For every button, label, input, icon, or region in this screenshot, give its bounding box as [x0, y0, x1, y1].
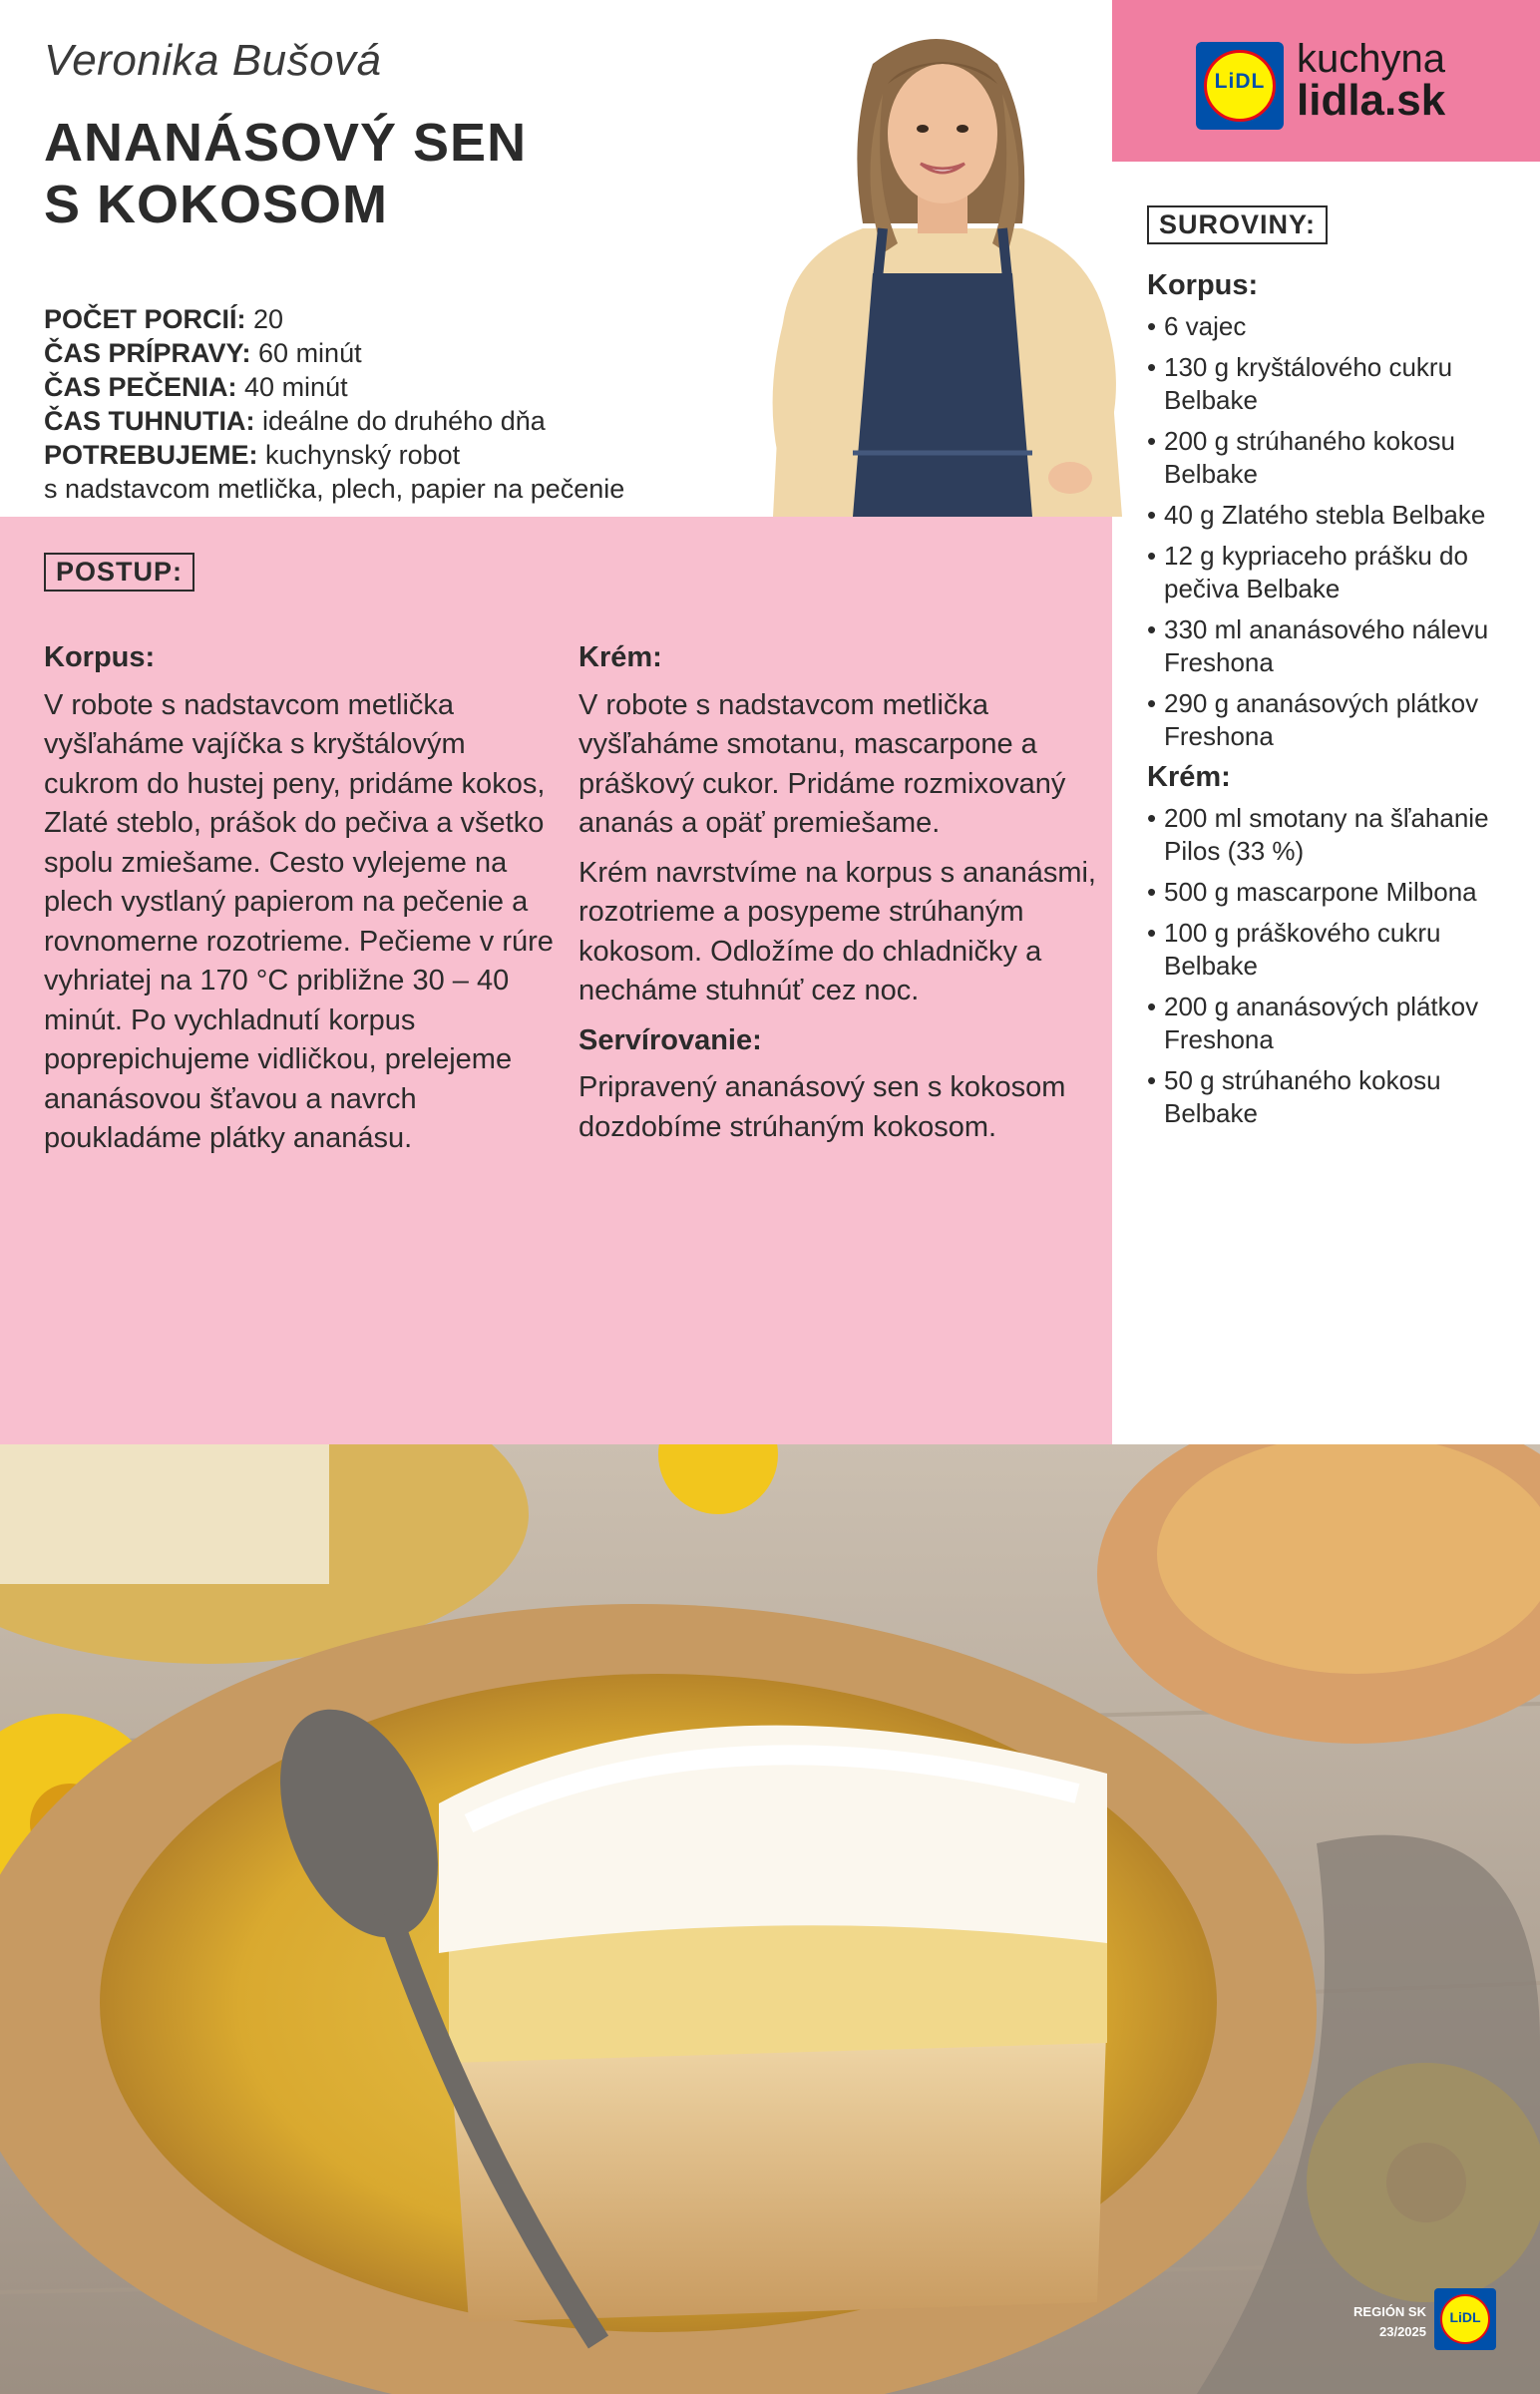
meta-equipment: [44, 438, 624, 506]
meta-value: 60 minút: [250, 338, 362, 368]
ingredients-korpus-heading: Korpus:: [1147, 269, 1259, 301]
recipe-title-line-1: ANANÁSOVÝ SEN: [44, 113, 528, 173]
lidl-footer-logo-icon: [1434, 2288, 1496, 2350]
meta-label: POTREBUJEME:: [44, 440, 258, 470]
ingredient-item: • 500 g mascarpone Milbona: [1147, 876, 1526, 909]
ingredient-item: • 12 g kypriaceho prášku do pečiva Belbake: [1147, 540, 1526, 605]
issue-text: 23/2025: [1379, 2324, 1426, 2339]
procedure-tag: POSTUP:: [44, 553, 194, 592]
author-name: Veronika Bušová: [44, 36, 382, 85]
logo-wordmark: [1297, 37, 1446, 125]
recipe-title-line-2: S KOKOSOM: [44, 175, 389, 234]
meta-value: 40 minút: [236, 372, 348, 402]
region-text: REGIÓN SK: [1353, 2304, 1426, 2319]
meta-portions: [44, 302, 624, 336]
logo-line-2: lidla.sk: [1297, 76, 1446, 125]
lidl-logo-icon: [1196, 42, 1284, 130]
meta-label: ČAS TUHNUTIA:: [44, 406, 255, 436]
ingredient-item: • 200 g ananásových plátkov Freshona: [1147, 991, 1526, 1056]
ingredient-item: • 100 g práškového cukru Belbake: [1147, 917, 1526, 983]
dessert-photo: [0, 1444, 1540, 2394]
procedure-krem: [578, 638, 1097, 1157]
krem-heading: Krém:: [578, 641, 662, 673]
chef-portrait: [753, 24, 1132, 517]
recipe-meta: [44, 302, 624, 506]
serving-heading: Servírovanie:: [578, 1023, 762, 1056]
procedure-korpus: [44, 638, 563, 1169]
logo-line-1: kuchyna: [1297, 37, 1445, 81]
meta-value: ideálne do druhého dňa: [254, 406, 546, 436]
meta-label: ČAS PEČENIA:: [44, 372, 237, 402]
lidl-logo-text: LiDL: [1214, 70, 1266, 93]
ingredient-item: • 200 g strúhaného kokosu Belbake: [1147, 425, 1526, 491]
ingredients-krem-list: [1147, 802, 1526, 1130]
ingredients-tag: SUROVINY:: [1147, 205, 1328, 244]
meta-bake-time: [44, 370, 624, 404]
lidl-footer-logo-text: LiDL: [1449, 2309, 1481, 2325]
ingredient-item: • 50 g strúhaného kokosu Belbake: [1147, 1064, 1526, 1130]
ingredient-item: • 40 g Zlatého stebla Belbake: [1147, 499, 1526, 532]
ingredients-list: [1147, 269, 1526, 1138]
region-label: [1337, 2302, 1426, 2342]
krem-text-1: V robote s nadstavcom metlička vyšľaháme smotanu, mascarpone a práškový cukor. Pridáme rozmixovaný ananás a opäť premiešame.: [578, 688, 1066, 839]
korpus-heading: Korpus:: [44, 641, 156, 673]
ingredient-item: • 330 ml ananásového nálevu Freshona: [1147, 613, 1526, 679]
meta-prep-time: [44, 336, 624, 370]
lidl-kitchen-logo[interactable]: [1112, 0, 1540, 162]
recipe-title: [44, 112, 527, 235]
ingredients-korpus-list: [1147, 310, 1526, 753]
korpus-text: V robote s nadstavcom metlička vyšľaháme vajíčka s kryštálovým cukrom do hustej peny, pridáme kokos, Zlaté steblo, prášok do pečiva a všetko spolu zmiešame. Cesto vylejeme na plech vystlaný papierom na pečenie a rovnomerne rozotrieme. Pečieme v rúre vyhriatej na 170 °C približne 30 – 40 minút. Po vychladnutí korpus poprepichujeme vidličkou, prelejeme ananásovou šťavou a navrch poukladáme plátky ananásu.: [44, 688, 554, 1154]
ingredient-item: • 290 g ananásových plátkov Freshona: [1147, 687, 1526, 753]
meta-value: 20: [245, 304, 284, 334]
ingredients-krem-heading: Krém:: [1147, 761, 1231, 793]
meta-value: kuchynský robot: [257, 440, 461, 470]
meta-set-time: [44, 404, 624, 438]
ingredient-item: • 200 ml smotany na šľahanie Pilos (33 %): [1147, 802, 1526, 868]
ingredient-item: • 130 g kryštálového cukru Belbake: [1147, 351, 1526, 417]
meta-label: ČAS PRÍPRAVY:: [44, 338, 251, 368]
meta-value-continuation: s nadstavcom metlička, plech, papier na pečenie: [44, 474, 625, 504]
krem-text-2: Krém navrstvíme na korpus s ananásmi, rozotrieme a posypeme strúhaným kokosom. Odložíme do chladničky a necháme stuhnúť cez noc.: [578, 856, 1096, 1006]
serving-text: Pripravený ananásový sen s kokosom dozdobíme strúhaným kokosom.: [578, 1071, 1066, 1143]
ingredient-item: • 6 vajec: [1147, 310, 1526, 343]
meta-label: POČET PORCIÍ:: [44, 304, 246, 334]
